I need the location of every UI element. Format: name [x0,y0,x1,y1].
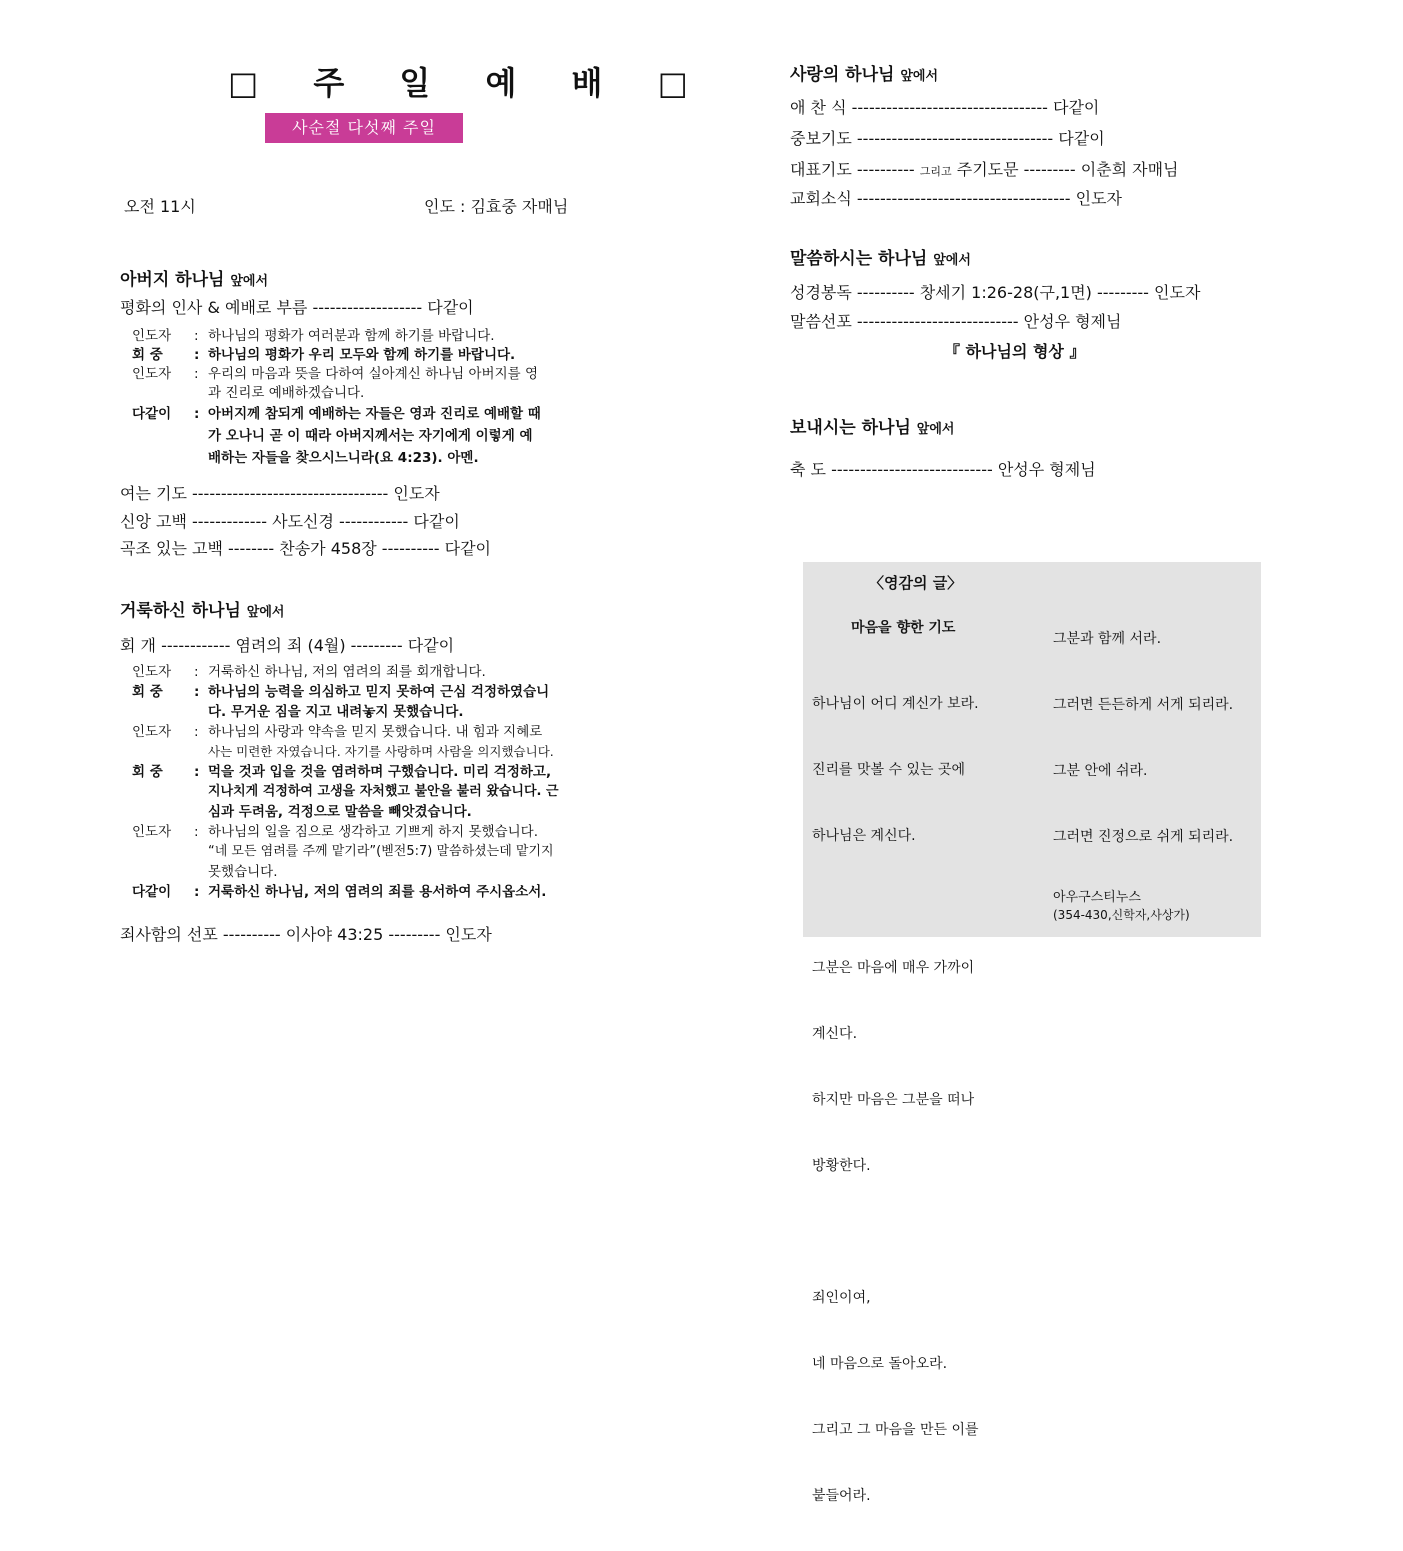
response-block-2 [132,663,602,902]
response-continuation: 배하는 자들을 찾으시느니라(요 4:23). 아멘. [208,450,479,466]
poem-line: 하지만 마음은 그분을 떠나 [812,1092,975,1108]
response-speaker: 인도자 [132,366,172,382]
order-line-benediction: 축 도 ---------------------------- 안성우 형제님 [790,460,1096,479]
section-heading-sending [790,413,954,438]
response-speaker: 인도자 [132,724,172,740]
section-heading-speaking [790,244,971,269]
order-line-part: 대표기도 ---------- [790,160,915,179]
response-speaker: 회 중 [132,684,163,700]
response-text: 하나님의 사랑과 약속을 믿지 못했습니다. 내 힘과 지혜로 [208,724,543,740]
response-continuation: 지나치게 걱정하여 고생을 자처했고 불안을 불러 왔습니다. 근 [208,784,559,799]
response-speaker: 다같이 [132,406,172,422]
section-heading-love [790,60,938,85]
poem-line: 계신다. [812,1026,858,1042]
section-heading-text: 사랑의 하나님 [790,65,895,85]
response-speaker: 인도자 [132,824,172,840]
section-heading-suffix: 앞에서 [916,422,955,437]
response-text: 아버지께 참되게 예배하는 자들은 영과 진리로 예배할 때 [208,406,541,422]
poem-author-info: (354-430,신학자,사상가) [1053,908,1190,922]
order-line-repentance: 회 개 ------------ 염려의 죄 (4월) --------- 다같이 [120,636,455,655]
service-time: 오전 11시 [124,197,196,216]
section-heading-text: 말씀하시는 하나님 [790,249,928,269]
order-line-conjunction: 그리고 [919,165,952,178]
poem-line: 방황한다. [812,1158,871,1174]
response-row: 다같이 : 아버지께 참되게 예배하는 자들은 영과 진리로 예배할 때 [132,403,592,425]
poem-left-column [812,649,979,1551]
order-line-sermon: 말씀선포 ---------------------------- 안성우 형제님 [790,312,1122,331]
section-heading-suffix: 앞에서 [246,605,285,620]
poem-line [812,891,979,913]
order-line-creed: 신앙 고백 ------------- 사도신경 ------------ 다같이 [120,512,460,531]
poem-line: 그리고 그 마음을 만든 이를 [812,1422,979,1438]
service-leader: 인도 : 김효중 자매님 [424,197,569,216]
response-continuation: 과 진리로 예배하겠습니다. [208,385,365,401]
response-block-1 [132,327,592,469]
response-speaker: 다같이 [132,884,172,900]
response-speaker: 인도자 [132,328,172,344]
order-line-scripture: 성경봉독 ---------- 창세기 1:26-28(구,1면) --------- 인도자 [790,283,1201,302]
response-speaker: 회 중 [132,764,163,780]
inspiration-box [803,562,1261,1504]
page-title: □ 주 일 예 배 □ [228,64,710,102]
order-line-part: 주기도문 --------- 이춘희 자매님 [956,160,1179,179]
section-heading-father [120,265,268,290]
response-continuation: 사는 미련한 자였습니다. 자기를 사랑하며 사람을 의지했습니다. [208,744,554,759]
section-heading-text: 보내시는 하나님 [790,418,911,438]
response-text: 우리의 마음과 뜻을 다하여 실아계신 하나님 아버지를 영 [208,366,538,382]
poem-line: 죄인이여, [812,1290,871,1306]
response-text: 하나님의 평화가 여러분과 함께 하기를 바랍니다. [208,328,495,344]
poem-line: 그분은 마음에 매우 가까이 [812,960,975,976]
order-line-intercession: 중보기도 ---------------------------------- 다같이 [790,129,1105,148]
poem-line: 하나님은 계신다. [812,828,916,844]
poem-line [812,1221,979,1243]
order-line-absolution: 죄사함의 선포 ---------- 이사야 43:25 --------- 인도자 [120,925,492,944]
order-line-love-feast: 애 찬 식 ---------------------------------- 다같이 [790,98,1100,117]
section-heading-suffix: 앞에서 [230,274,269,289]
response-row: 다같이 : 거룩하신 하나님, 저의 염려의 죄를 용서하여 주시옵소서. [132,884,547,900]
response-text: 거룩하신 하나님, 저의 염려의 죄를 용서하여 주시옵소서. [208,884,547,900]
poem-title: 마음을 향한 기도 [851,620,956,636]
response-speaker: 인도자 [132,664,172,680]
response-continuation: 가 오나니 곧 이 때라 아버지께서는 자기에게 이렇게 예 [208,428,533,444]
response-row: 회 중 : 먹을 것과 입을 것을 염려하며 구했습니다. 미리 걱정하고, [132,764,552,780]
response-continuation: “네 모든 염려를 주께 맡기라”(벧전5:7) 말씀하셨는데 맡기지 [208,844,554,859]
order-line-hymn: 곡조 있는 고백 -------- 찬송가 458장 ---------- 다같이 [120,539,491,558]
poem-line: 붙들어라. [812,1488,871,1504]
section-heading-suffix: 앞에서 [900,69,939,84]
order-line-church-news: 교회소식 ------------------------------------- 인도자 [790,189,1122,208]
subtitle-badge: 사순절 다섯째 주일 [265,113,463,143]
poem-line: 네 마음으로 돌아오라. [812,1356,948,1372]
response-text: 거룩하신 하나님, 저의 염려의 죄를 회개합니다. [208,664,486,680]
section-heading-suffix: 앞에서 [933,253,971,268]
order-line-representative-prayer [790,157,1179,180]
response-row: 인도자 : 하나님의 일을 짐으로 생각하고 기쁘게 하지 못했습니다. [132,824,538,840]
response-row: 회 중 : 하나님의 능력을 의심하고 믿지 못하여 근심 걱정하였습니 [132,684,550,700]
response-continuation: 다. 무거운 짐을 지고 내려놓지 못했습니다. [208,704,464,720]
response-speaker: 회 중 [132,347,163,363]
poem-right-column [1053,584,1233,892]
response-continuation: 못했습니다. [208,864,278,880]
response-text: 하나님의 일을 짐으로 생각하고 기쁘게 하지 못했습니다. [208,824,538,840]
response-row: 인도자 : 하나님의 평화가 여러분과 함께 하기를 바랍니다. [132,328,495,344]
poem-author: 아우구스티누스 [1053,890,1141,905]
order-line-opening-prayer: 여는 기도 ---------------------------------- 인도자 [120,484,440,503]
response-row: 회 중 : 하나님의 평화가 우리 모두와 함께 하기를 바랍니다. [132,347,516,363]
response-row: 인도자 : 하나님의 사랑과 약속을 믿지 못했습니다. 내 힘과 지혜로 [132,724,543,740]
section-heading-holy [120,596,284,621]
response-text: 먹을 것과 입을 것을 염려하며 구했습니다. 미리 걱정하고, [208,764,552,780]
poem-line: 그러면 진정으로 쉬게 되리라. [1053,829,1234,845]
poem-line: 그러면 든든하게 서게 되리라. [1053,697,1234,713]
response-continuation: 심과 두려움, 걱정으로 말씀을 빼앗겼습니다. [208,804,472,820]
order-line-greeting: 평화의 인사 & 예배로 부름 ------------------- 다같이 [120,298,474,317]
section-heading-text: 아버지 하나님 [120,270,225,290]
response-row: 인도자 : 우리의 마음과 뜻을 다하여 실아계신 하나님 아버지를 영 [132,366,538,382]
poem-line: 하나님이 어디 계신가 보라. [812,696,979,712]
response-text: 하나님의 평화가 우리 모두와 함께 하기를 바랍니다. [208,347,516,363]
response-text: 하나님의 능력을 의심하고 믿지 못하여 근심 걱정하였습니 [208,684,550,700]
section-heading-text: 거룩하신 하나님 [120,601,241,621]
poem-line: 진리를 맛볼 수 있는 곳에 [812,762,966,778]
response-row: 인도자 : 거룩하신 하나님, 저의 염려의 죄를 회개합니다. [132,664,486,680]
poem-line: 그분과 함께 서라. [1053,631,1162,647]
inspiration-heading: 〈영감의 글〉 [869,574,963,592]
poem-line: 그분 안에 쉬라. [1053,763,1148,779]
sermon-title: 『 하나님의 형상 』 [944,342,1086,361]
